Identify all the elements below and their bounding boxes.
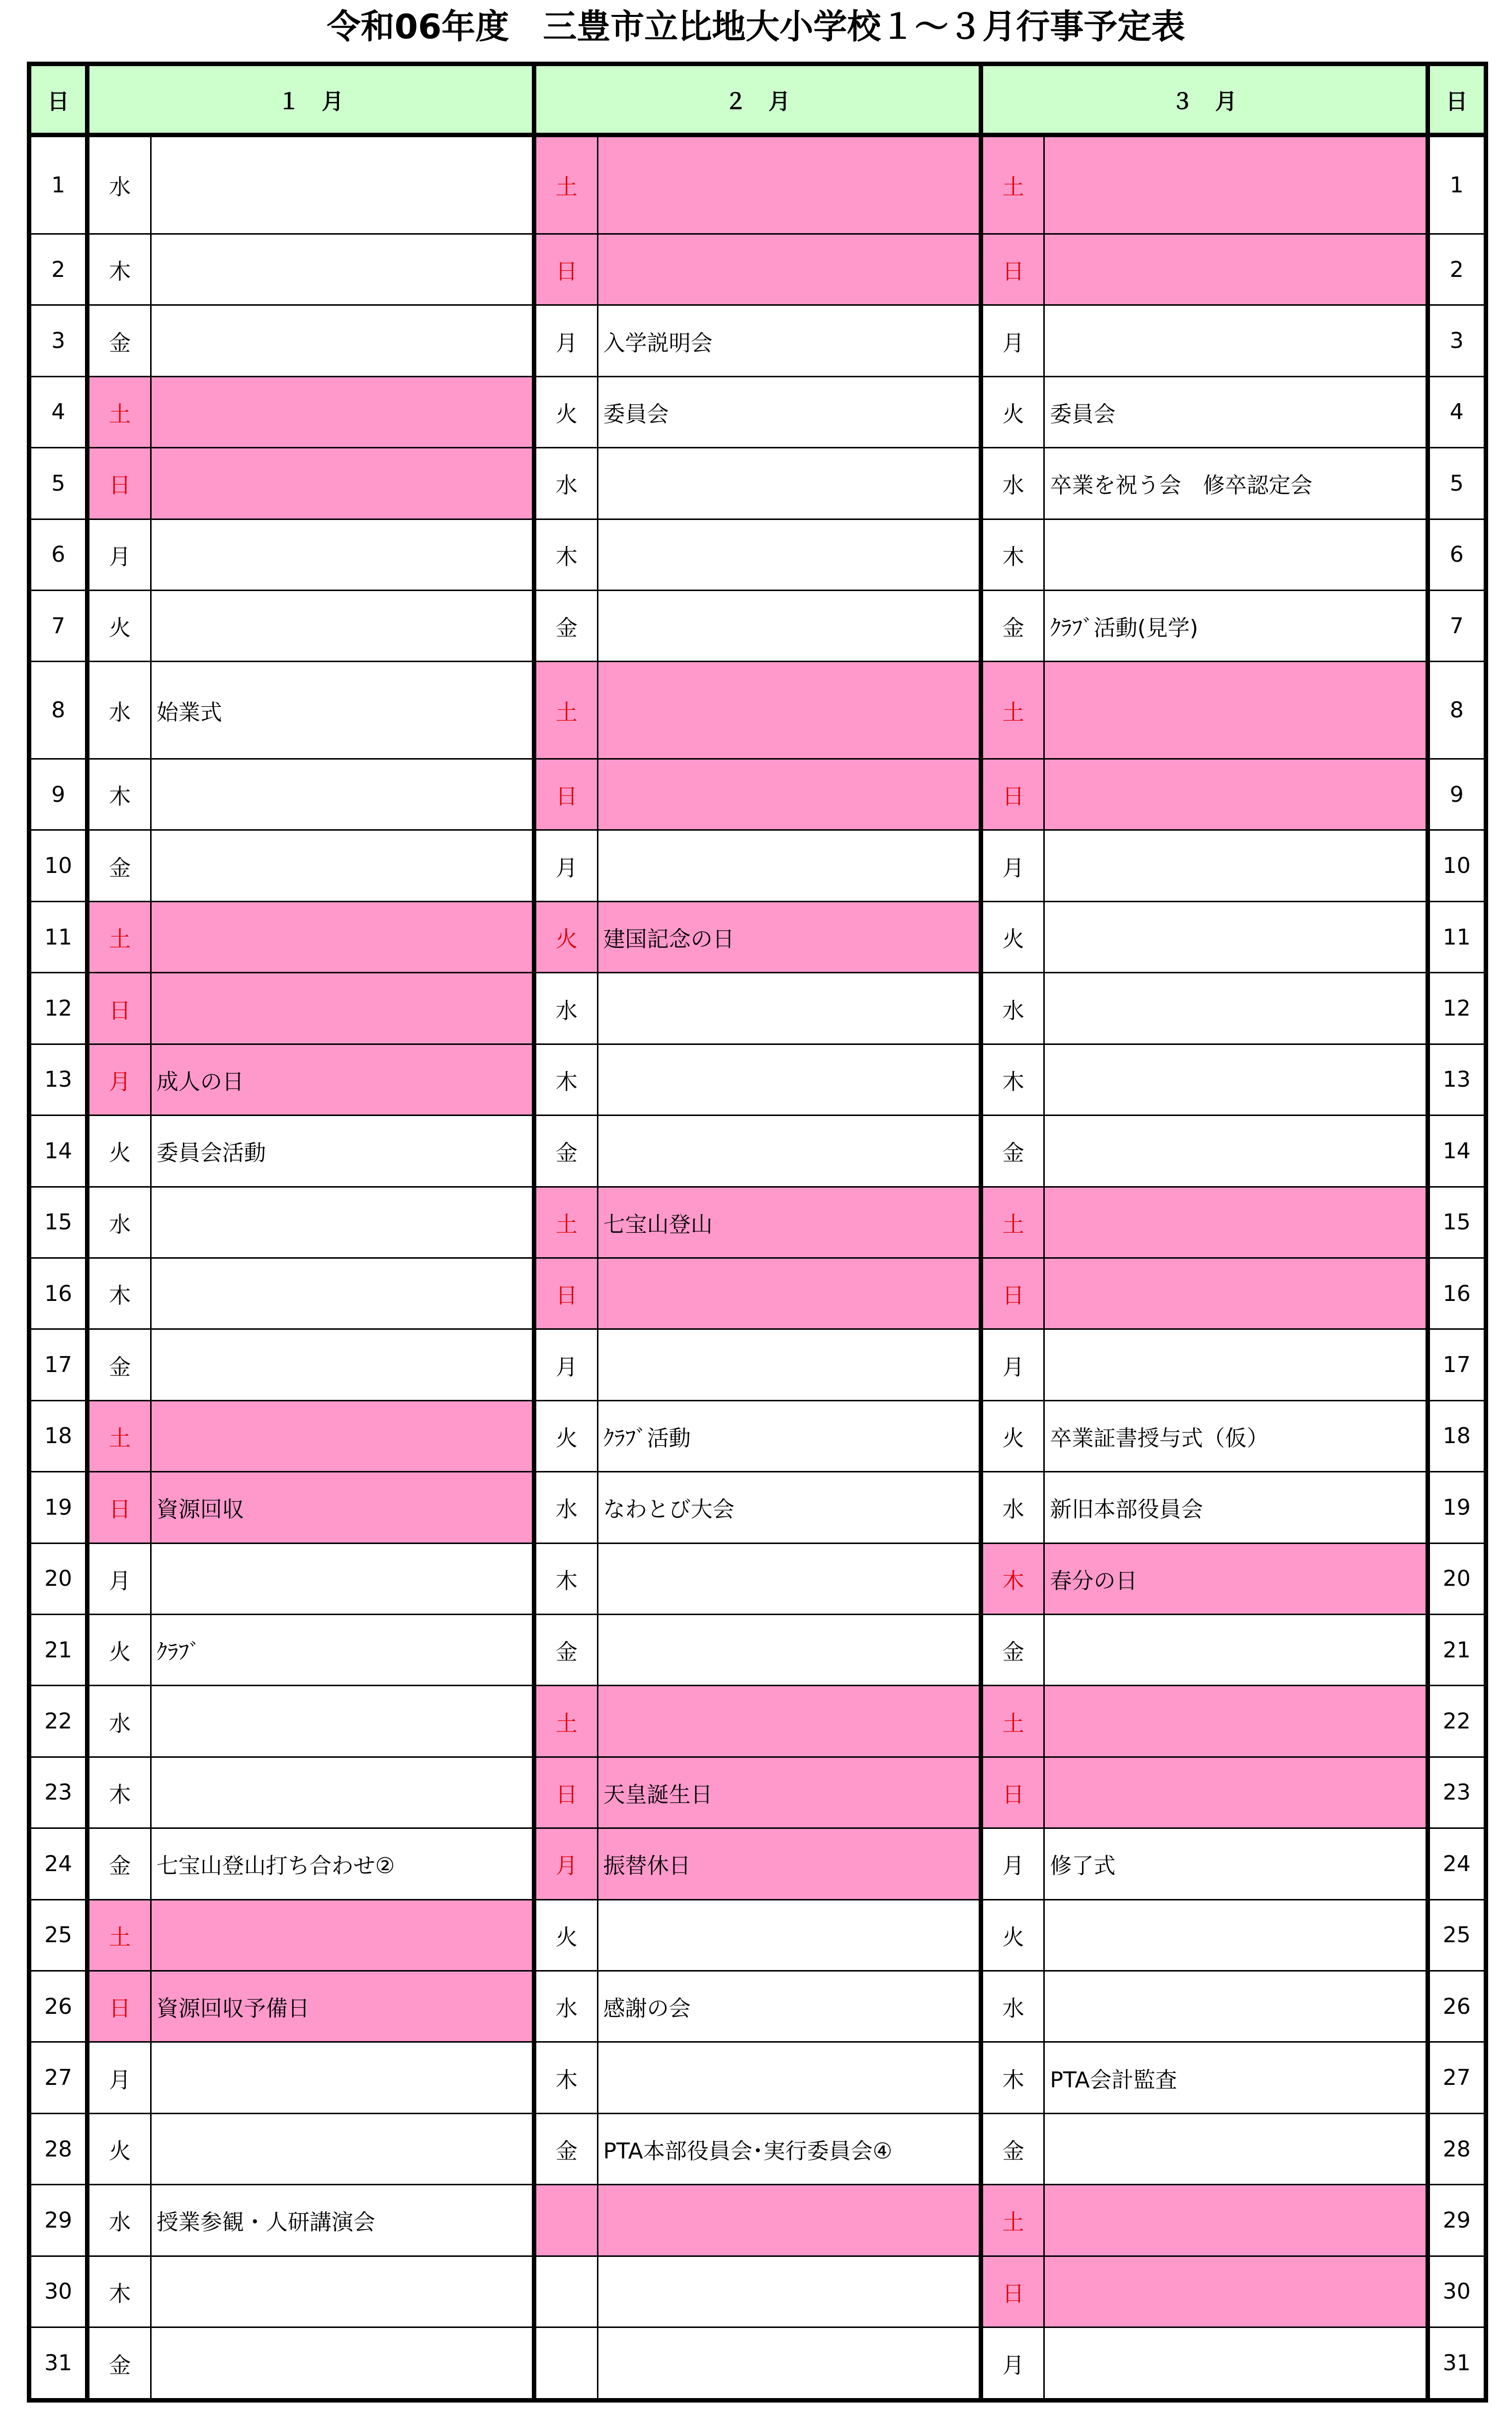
jan-event bbox=[151, 1543, 534, 1614]
table-row bbox=[29, 1400, 1486, 1471]
day-number-right: 30 bbox=[1428, 2256, 1486, 2327]
day-number-right: 8 bbox=[1428, 662, 1486, 759]
feb-event bbox=[597, 1686, 981, 1757]
feb-weekday: 金 bbox=[534, 590, 598, 661]
mar-event: 新旧本部役員会 bbox=[1044, 1472, 1428, 1543]
feb-event: PTA本部役員会･実行委員会④ bbox=[597, 2113, 981, 2184]
day-number-right: 1 bbox=[1428, 135, 1486, 234]
day-number-right: 13 bbox=[1428, 1044, 1486, 1115]
mar-event bbox=[1044, 2185, 1428, 2256]
header-day-right: 日 bbox=[1428, 64, 1486, 135]
day-number-right: 17 bbox=[1428, 1329, 1486, 1400]
jan-weekday: 土 bbox=[87, 1899, 151, 1971]
feb-event bbox=[597, 1614, 981, 1685]
mar-weekday: 水 bbox=[981, 973, 1044, 1044]
jan-event bbox=[151, 2042, 534, 2113]
jan-event bbox=[151, 519, 534, 590]
table-row bbox=[29, 1329, 1486, 1400]
jan-weekday: 日 bbox=[87, 448, 151, 519]
jan-weekday: 火 bbox=[87, 590, 151, 661]
schedule-table bbox=[27, 62, 1488, 2403]
day-number-left: 9 bbox=[29, 759, 87, 830]
feb-event: 委員会 bbox=[597, 376, 981, 447]
day-number-right: 27 bbox=[1428, 2042, 1486, 2113]
day-number-right: 9 bbox=[1428, 759, 1486, 830]
feb-weekday: 火 bbox=[534, 1400, 598, 1471]
feb-weekday: 日 bbox=[534, 234, 598, 305]
day-number-left: 17 bbox=[29, 1329, 87, 1400]
table-row bbox=[29, 662, 1486, 759]
day-number-right: 12 bbox=[1428, 973, 1486, 1044]
feb-weekday: 水 bbox=[534, 448, 598, 519]
mar-event bbox=[1044, 234, 1428, 305]
mar-weekday: 土 bbox=[981, 135, 1044, 234]
day-number-right: 10 bbox=[1428, 830, 1486, 901]
mar-weekday: 水 bbox=[981, 1472, 1044, 1543]
feb-event bbox=[597, 1044, 981, 1115]
feb-weekday: 土 bbox=[534, 135, 598, 234]
day-number-left: 26 bbox=[29, 1971, 87, 2042]
day-number-right: 4 bbox=[1428, 376, 1486, 447]
mar-weekday: 土 bbox=[981, 1686, 1044, 1757]
mar-weekday: 日 bbox=[981, 759, 1044, 830]
feb-event bbox=[597, 830, 981, 901]
mar-weekday: 日 bbox=[981, 2256, 1044, 2327]
mar-weekday: 月 bbox=[981, 1828, 1044, 1899]
jan-event bbox=[151, 234, 534, 305]
feb-event bbox=[597, 662, 981, 759]
table-row bbox=[29, 759, 1486, 830]
day-number-right: 5 bbox=[1428, 448, 1486, 519]
feb-weekday bbox=[534, 2185, 598, 2256]
mar-weekday: 水 bbox=[981, 1971, 1044, 2042]
jan-weekday: 火 bbox=[87, 1116, 151, 1187]
jan-event: ｸﾗﾌﾞ bbox=[151, 1614, 534, 1685]
day-number-right: 21 bbox=[1428, 1614, 1486, 1685]
mar-event bbox=[1044, 901, 1428, 972]
header-february: ２ 月 bbox=[534, 64, 981, 135]
day-number-left: 23 bbox=[29, 1757, 87, 1828]
day-number-right: 20 bbox=[1428, 1543, 1486, 1614]
schedule-body bbox=[29, 135, 1486, 2401]
mar-event bbox=[1044, 662, 1428, 759]
day-number-right: 24 bbox=[1428, 1828, 1486, 1899]
jan-weekday: 木 bbox=[87, 2256, 151, 2327]
feb-weekday: 土 bbox=[534, 1187, 598, 1258]
table-row bbox=[29, 2185, 1486, 2256]
jan-weekday: 金 bbox=[87, 830, 151, 901]
day-number-left: 11 bbox=[29, 901, 87, 972]
jan-event bbox=[151, 830, 534, 901]
day-number-left: 19 bbox=[29, 1472, 87, 1543]
mar-event bbox=[1044, 759, 1428, 830]
jan-event bbox=[151, 376, 534, 447]
jan-weekday: 月 bbox=[87, 1044, 151, 1115]
mar-weekday: 火 bbox=[981, 1400, 1044, 1471]
jan-event bbox=[151, 305, 534, 376]
mar-event bbox=[1044, 305, 1428, 376]
table-row bbox=[29, 1686, 1486, 1757]
feb-weekday: 月 bbox=[534, 1329, 598, 1400]
jan-event: 始業式 bbox=[151, 662, 534, 759]
mar-event: 卒業を祝う会 修卒認定会 bbox=[1044, 448, 1428, 519]
day-number-right: 19 bbox=[1428, 1472, 1486, 1543]
table-row bbox=[29, 519, 1486, 590]
feb-weekday: 土 bbox=[534, 1686, 598, 1757]
jan-weekday: 日 bbox=[87, 1971, 151, 2042]
jan-weekday: 土 bbox=[87, 901, 151, 972]
day-number-left: 30 bbox=[29, 2256, 87, 2327]
feb-weekday: 水 bbox=[534, 973, 598, 1044]
jan-weekday: 火 bbox=[87, 2113, 151, 2184]
mar-event bbox=[1044, 519, 1428, 590]
mar-event bbox=[1044, 2327, 1428, 2401]
day-number-right: 25 bbox=[1428, 1899, 1486, 1971]
feb-weekday: 火 bbox=[534, 901, 598, 972]
table-row bbox=[29, 830, 1486, 901]
jan-weekday: 金 bbox=[87, 1828, 151, 1899]
feb-weekday: 火 bbox=[534, 1899, 598, 1971]
mar-weekday: 木 bbox=[981, 1543, 1044, 1614]
table-row bbox=[29, 305, 1486, 376]
feb-weekday: 金 bbox=[534, 1614, 598, 1685]
day-number-left: 12 bbox=[29, 973, 87, 1044]
mar-weekday: 木 bbox=[981, 2042, 1044, 2113]
table-row bbox=[29, 1614, 1486, 1685]
day-number-right: 26 bbox=[1428, 1971, 1486, 2042]
header-row bbox=[29, 64, 1486, 135]
feb-event: 入学説明会 bbox=[597, 305, 981, 376]
mar-event: 委員会 bbox=[1044, 376, 1428, 447]
day-number-left: 14 bbox=[29, 1116, 87, 1187]
jan-weekday: 火 bbox=[87, 1614, 151, 1685]
jan-event bbox=[151, 590, 534, 661]
mar-weekday: 月 bbox=[981, 830, 1044, 901]
table-row bbox=[29, 2042, 1486, 2113]
jan-event: 七宝山登山打ち合わせ② bbox=[151, 1828, 534, 1899]
table-row bbox=[29, 1899, 1486, 1971]
day-number-right: 28 bbox=[1428, 2113, 1486, 2184]
day-number-left: 10 bbox=[29, 830, 87, 901]
feb-weekday: 月 bbox=[534, 305, 598, 376]
feb-event: 天皇誕生日 bbox=[597, 1757, 981, 1828]
mar-event bbox=[1044, 2113, 1428, 2184]
day-number-left: 6 bbox=[29, 519, 87, 590]
header-january: １ 月 bbox=[87, 64, 534, 135]
mar-weekday: 日 bbox=[981, 1757, 1044, 1828]
day-number-right: 23 bbox=[1428, 1757, 1486, 1828]
day-number-right: 31 bbox=[1428, 2327, 1486, 2401]
table-row bbox=[29, 1187, 1486, 1258]
feb-weekday: 日 bbox=[534, 759, 598, 830]
mar-weekday: 金 bbox=[981, 590, 1044, 661]
jan-weekday: 月 bbox=[87, 519, 151, 590]
feb-event: なわとび大会 bbox=[597, 1472, 981, 1543]
mar-event bbox=[1044, 2256, 1428, 2327]
mar-weekday: 土 bbox=[981, 2185, 1044, 2256]
jan-weekday: 金 bbox=[87, 1329, 151, 1400]
jan-event: 成人の日 bbox=[151, 1044, 534, 1115]
table-row bbox=[29, 1543, 1486, 1614]
jan-event bbox=[151, 1400, 534, 1471]
jan-weekday: 日 bbox=[87, 973, 151, 1044]
table-row bbox=[29, 1757, 1486, 1828]
jan-event bbox=[151, 1187, 534, 1258]
mar-event: 春分の日 bbox=[1044, 1543, 1428, 1614]
feb-event: 建国記念の日 bbox=[597, 901, 981, 972]
day-number-left: 28 bbox=[29, 2113, 87, 2184]
day-number-right: 14 bbox=[1428, 1116, 1486, 1187]
feb-event bbox=[597, 519, 981, 590]
feb-event: 感謝の会 bbox=[597, 1971, 981, 2042]
mar-weekday: 金 bbox=[981, 1614, 1044, 1685]
feb-event: ｸﾗﾌﾞ活動 bbox=[597, 1400, 981, 1471]
mar-event bbox=[1044, 973, 1428, 1044]
feb-weekday: 水 bbox=[534, 1472, 598, 1543]
feb-weekday: 木 bbox=[534, 1044, 598, 1115]
mar-event: 修了式 bbox=[1044, 1828, 1428, 1899]
feb-event bbox=[597, 2042, 981, 2113]
jan-event bbox=[151, 1329, 534, 1400]
table-row bbox=[29, 1044, 1486, 1115]
feb-event bbox=[597, 1258, 981, 1329]
feb-event bbox=[597, 590, 981, 661]
mar-weekday: 金 bbox=[981, 1116, 1044, 1187]
feb-weekday: 木 bbox=[534, 519, 598, 590]
mar-event bbox=[1044, 1971, 1428, 2042]
table-row bbox=[29, 1258, 1486, 1329]
mar-weekday: 月 bbox=[981, 1329, 1044, 1400]
feb-event bbox=[597, 1543, 981, 1614]
day-number-left: 25 bbox=[29, 1899, 87, 1971]
day-number-right: 6 bbox=[1428, 519, 1486, 590]
day-number-right: 3 bbox=[1428, 305, 1486, 376]
jan-weekday: 水 bbox=[87, 1187, 151, 1258]
jan-event bbox=[151, 448, 534, 519]
mar-weekday: 木 bbox=[981, 1044, 1044, 1115]
feb-weekday: 木 bbox=[534, 2042, 598, 2113]
table-row bbox=[29, 1472, 1486, 1543]
jan-weekday: 木 bbox=[87, 1757, 151, 1828]
feb-event bbox=[597, 234, 981, 305]
jan-event bbox=[151, 2113, 534, 2184]
jan-weekday: 金 bbox=[87, 2327, 151, 2401]
mar-event bbox=[1044, 1187, 1428, 1258]
day-number-left: 4 bbox=[29, 376, 87, 447]
feb-weekday bbox=[534, 2327, 598, 2401]
jan-event: 授業参観・人研講演会 bbox=[151, 2185, 534, 2256]
feb-weekday: 金 bbox=[534, 2113, 598, 2184]
table-row bbox=[29, 901, 1486, 972]
day-number-left: 16 bbox=[29, 1258, 87, 1329]
jan-weekday: 水 bbox=[87, 135, 151, 234]
table-row bbox=[29, 376, 1486, 447]
mar-weekday: 土 bbox=[981, 1187, 1044, 1258]
jan-event bbox=[151, 901, 534, 972]
feb-weekday: 金 bbox=[534, 1116, 598, 1187]
jan-event: 委員会活動 bbox=[151, 1116, 534, 1187]
mar-event bbox=[1044, 1614, 1428, 1685]
feb-event bbox=[597, 759, 981, 830]
jan-event bbox=[151, 1899, 534, 1971]
mar-event bbox=[1044, 1757, 1428, 1828]
jan-weekday: 金 bbox=[87, 305, 151, 376]
mar-weekday: 月 bbox=[981, 2327, 1044, 2401]
table-row bbox=[29, 2256, 1486, 2327]
jan-weekday: 木 bbox=[87, 234, 151, 305]
jan-weekday: 日 bbox=[87, 1472, 151, 1543]
feb-event bbox=[597, 2256, 981, 2327]
day-number-left: 8 bbox=[29, 662, 87, 759]
table-row bbox=[29, 590, 1486, 661]
jan-event bbox=[151, 1757, 534, 1828]
jan-event bbox=[151, 973, 534, 1044]
feb-weekday bbox=[534, 2256, 598, 2327]
jan-event bbox=[151, 135, 534, 234]
day-number-left: 27 bbox=[29, 2042, 87, 2113]
table-row bbox=[29, 2327, 1486, 2401]
day-number-right: 7 bbox=[1428, 590, 1486, 661]
feb-event: 七宝山登山 bbox=[597, 1187, 981, 1258]
feb-weekday: 土 bbox=[534, 662, 598, 759]
day-number-left: 3 bbox=[29, 305, 87, 376]
jan-event bbox=[151, 2327, 534, 2401]
day-number-right: 29 bbox=[1428, 2185, 1486, 2256]
feb-event bbox=[597, 1116, 981, 1187]
mar-event bbox=[1044, 1258, 1428, 1329]
day-number-right: 22 bbox=[1428, 1686, 1486, 1757]
mar-weekday: 火 bbox=[981, 376, 1044, 447]
mar-event bbox=[1044, 1116, 1428, 1187]
mar-weekday: 金 bbox=[981, 2113, 1044, 2184]
jan-weekday: 土 bbox=[87, 376, 151, 447]
day-number-right: 16 bbox=[1428, 1258, 1486, 1329]
day-number-right: 2 bbox=[1428, 234, 1486, 305]
feb-weekday: 月 bbox=[534, 1828, 598, 1899]
jan-weekday: 水 bbox=[87, 662, 151, 759]
jan-weekday: 水 bbox=[87, 2185, 151, 2256]
mar-event: PTA会計監査 bbox=[1044, 2042, 1428, 2113]
day-number-left: 13 bbox=[29, 1044, 87, 1115]
table-row bbox=[29, 1971, 1486, 2042]
mar-weekday: 火 bbox=[981, 1899, 1044, 1971]
jan-weekday: 水 bbox=[87, 1686, 151, 1757]
day-number-left: 31 bbox=[29, 2327, 87, 2401]
day-number-left: 15 bbox=[29, 1187, 87, 1258]
mar-event bbox=[1044, 1044, 1428, 1115]
jan-weekday: 月 bbox=[87, 2042, 151, 2113]
mar-weekday: 火 bbox=[981, 901, 1044, 972]
jan-event bbox=[151, 759, 534, 830]
table-row bbox=[29, 2113, 1486, 2184]
feb-event bbox=[597, 2327, 981, 2401]
feb-event bbox=[597, 1329, 981, 1400]
mar-event: ｸﾗﾌﾞ活動(見学) bbox=[1044, 590, 1428, 661]
day-number-right: 15 bbox=[1428, 1187, 1486, 1258]
mar-weekday: 木 bbox=[981, 519, 1044, 590]
day-number-left: 24 bbox=[29, 1828, 87, 1899]
mar-weekday: 日 bbox=[981, 1258, 1044, 1329]
mar-event: 卒業証書授与式（仮） bbox=[1044, 1400, 1428, 1471]
day-number-left: 5 bbox=[29, 448, 87, 519]
feb-weekday: 日 bbox=[534, 1258, 598, 1329]
table-row bbox=[29, 1828, 1486, 1899]
jan-event bbox=[151, 1686, 534, 1757]
header-march: ３ 月 bbox=[981, 64, 1428, 135]
mar-event bbox=[1044, 830, 1428, 901]
feb-weekday: 水 bbox=[534, 1971, 598, 2042]
jan-weekday: 土 bbox=[87, 1400, 151, 1471]
mar-weekday: 土 bbox=[981, 662, 1044, 759]
day-number-right: 11 bbox=[1428, 901, 1486, 972]
day-number-left: 18 bbox=[29, 1400, 87, 1471]
feb-event bbox=[597, 2185, 981, 2256]
feb-event bbox=[597, 1899, 981, 1971]
feb-weekday: 日 bbox=[534, 1757, 598, 1828]
table-row bbox=[29, 135, 1486, 234]
mar-event bbox=[1044, 135, 1428, 234]
mar-event bbox=[1044, 1329, 1428, 1400]
jan-weekday: 月 bbox=[87, 1543, 151, 1614]
feb-weekday: 火 bbox=[534, 376, 598, 447]
feb-event bbox=[597, 135, 981, 234]
jan-weekday: 木 bbox=[87, 759, 151, 830]
day-number-left: 1 bbox=[29, 135, 87, 234]
day-number-left: 21 bbox=[29, 1614, 87, 1685]
jan-event: 資源回収予備日 bbox=[151, 1971, 534, 2042]
mar-weekday: 月 bbox=[981, 305, 1044, 376]
day-number-left: 20 bbox=[29, 1543, 87, 1614]
mar-weekday: 水 bbox=[981, 448, 1044, 519]
mar-event bbox=[1044, 1686, 1428, 1757]
table-row bbox=[29, 1116, 1486, 1187]
jan-weekday: 木 bbox=[87, 1258, 151, 1329]
jan-event: 資源回収 bbox=[151, 1472, 534, 1543]
mar-weekday: 日 bbox=[981, 234, 1044, 305]
day-number-right: 18 bbox=[1428, 1400, 1486, 1471]
table-row bbox=[29, 234, 1486, 305]
jan-event bbox=[151, 1258, 534, 1329]
mar-event bbox=[1044, 1899, 1428, 1971]
day-number-left: 7 bbox=[29, 590, 87, 661]
jan-event bbox=[151, 2256, 534, 2327]
table-row bbox=[29, 448, 1486, 519]
feb-weekday: 木 bbox=[534, 1543, 598, 1614]
day-number-left: 2 bbox=[29, 234, 87, 305]
feb-event bbox=[597, 448, 981, 519]
feb-weekday: 月 bbox=[534, 830, 598, 901]
day-number-left: 22 bbox=[29, 1686, 87, 1757]
header-day-left: 日 bbox=[29, 64, 87, 135]
page-title: 令和06年度 三豊市立比地大小学校１～３月行事予定表 bbox=[327, 7, 1185, 47]
feb-event: 振替休日 bbox=[597, 1828, 981, 1899]
table-row bbox=[29, 973, 1486, 1044]
day-number-left: 29 bbox=[29, 2185, 87, 2256]
feb-event bbox=[597, 973, 981, 1044]
